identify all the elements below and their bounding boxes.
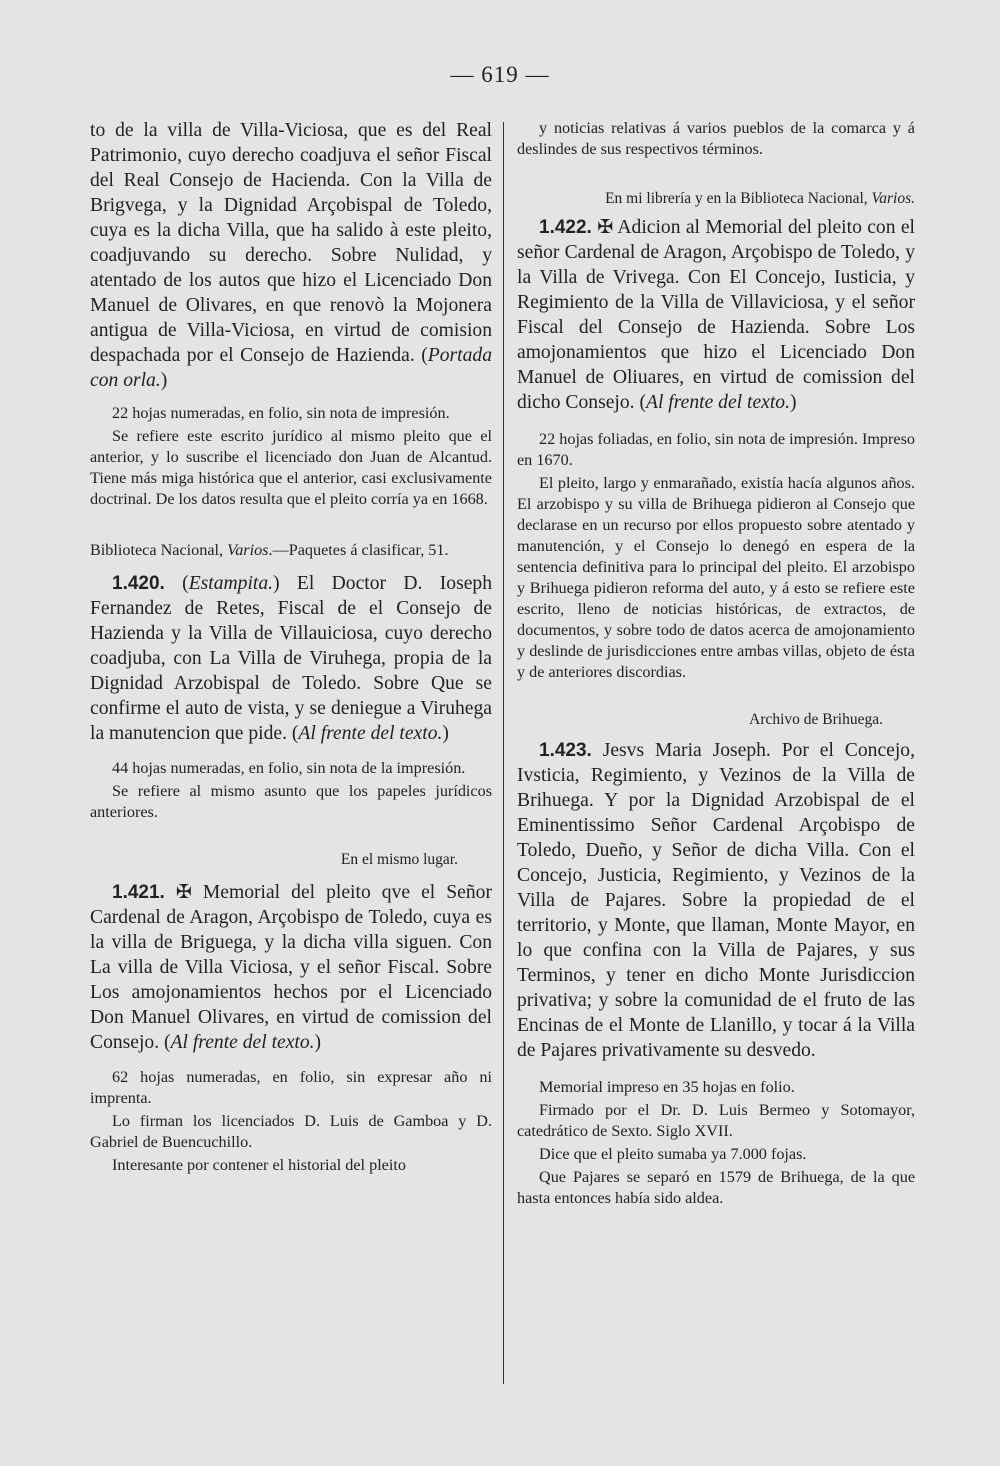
entry-1420-note-2: Se refiere al mismo asunto que los papeles jurídicos anteriores.	[90, 782, 492, 821]
entry-1419-note-1: 22 hojas numeradas, en folio, sin nota de impresión.	[112, 404, 450, 422]
entry-1423-note-1: Memorial impreso en 35 hojas en folio.	[539, 1078, 795, 1096]
entry-1419-continuation: to de la villa de Villa-Viciosa, que es del Real Patrimonio, cuyo derecho coadjuva el señor Fiscal del Real Consejo de Hacienda. Con la Villa de Brigvega, y la Dignidad Arçobispal de Toledo, cuya es la dicha Villa, que ha salido à este pleito, coadjuvando su derecho. Sobre Nulidad, y atentado de los autos que hizo el Licenciado Don Manuel de Olivares, en que renovò la Mojonera antigua de Villa-Viciosa, en virtud de comision despachada por el Consejo de Hazienda. (Portada con orla.)	[90, 120, 492, 391]
entry-1422-location: Archivo de Brihuega.	[749, 711, 883, 728]
entry-1420-note-1: 44 hojas numeradas, en folio, sin nota de la impresión.	[112, 759, 466, 777]
entry-1423-note-4: Que Pajares se separó en 1579 de Brihuega, de la que hasta entonces había sido aldea.	[517, 1168, 915, 1207]
entry-1423: 1.423. Jesvs Maria Joseph. Por el Concejo, Ivsticia, Regimiento, y Vezinos de la Villa de Brihuega. Y por la Dignidad Arzobispal de el Eminentissimo Señor Cardenal Arçobispo de Toledo, Dueño, y Señor de dicha Villa. Con el Concejo, Justicia, Regimiento, y Vezinos de la Villa de Pajares. Sobre la propiedad de el territorio, y Monte, que llaman, Monte Mayor, en lo que confina con la Villa de Pajares, y sus Terminos, y tener en dicho Monte Jurisdiccion privativa; y sobre la comunidad de el fruto de las Encinas de el Monte de Llanillo, y tocar á la Villa de Pajares privativamente su desvedo.	[517, 740, 915, 1061]
entry-1421-note-3: Interesante por contener el historial del pleito	[112, 1156, 406, 1174]
column-divider	[503, 122, 504, 1384]
entry-1423-note-3: Dice que el pleito sumaba ya 7.000 fojas.	[539, 1145, 807, 1163]
entry-1420: 1.420. (Estampita.) El Doctor D. Ioseph Fernandez de Retes, Fiscal de el Consejo de Hazienda y la Villa de Villauiciosa, cuyo derecho coadjuba, con La Villa de Viruhega, propia de la Dignidad Arzobispal de Toledo. Sobre Que se confirme el auto de vista, y se deniegue a Viruhega la manutencion que pide. (Al frente del texto.)	[90, 573, 492, 744]
right-column	[517, 118, 915, 1209]
entry-1421-note-continuation: y noticias relativas á varios pueblos de la comarca y á deslindes de sus respectivos términos.	[517, 119, 915, 158]
entry-number: 1.422.	[539, 217, 592, 238]
entry-number: 1.421.	[112, 882, 165, 903]
entry-1421-location: En mi librería y en la Biblioteca Nacional, Varios.	[605, 190, 915, 207]
left-column	[90, 118, 492, 1176]
entry-1421-note-1: 62 hojas numeradas, en folio, sin expresar año ni imprenta.	[90, 1068, 492, 1107]
entry-1419-note-2: Se refiere este escrito jurídico al mismo pleito que el anterior, y lo suscribe el licenciado don Juan de Alcantud. Tiene más miga histórica que el anterior, casi exclusivamente doctrinal. De los datos resulta que el pleito corría ya en 1668.	[90, 427, 492, 508]
entry-1421-note-2: Lo firman los licenciados D. Luis de Gamboa y D. Gabriel de Buencuchillo.	[90, 1112, 492, 1151]
entry-1422-note-1: 22 hojas foliadas, en folio, sin nota de impresión. Impreso en 1670.	[517, 430, 915, 469]
cross-icon: ✠	[175, 881, 192, 903]
entry-number: 1.420.	[112, 573, 165, 594]
entry-1423-note-2: Firmado por el Dr. D. Luis Bermeo y Sotomayor, catedrático de Sexto. Siglo XVII.	[517, 1101, 915, 1140]
entry-1422-note-2: El pleito, largo y enmarañado, existía hacía algunos años. El arzobispo y su villa de Brihuega pidieron al Consejo que declarase en un recurso por ellos propuesto sobre atentado y manutención, y el Consejo lo denegó en espera de la sentencia definitiva para lo principal del pleito. El arzobispo y Brihuega pidieron reforma del auto, y á esto se refiere este escrito, lleno de noticias históricas, de extractos, de documentos, y sobre todo de datos acerca de amojonamiento y deslinde de jurisdicciones entre ambas villas, objeto de ésta y de anteriores discordias.	[517, 474, 915, 681]
entry-1419-location: Biblioteca Nacional, Varios.—Paquetes á clasificar, 51.	[90, 541, 449, 559]
cross-icon: ✠	[597, 216, 614, 238]
entry-number: 1.423.	[539, 740, 592, 761]
entry-1420-location: En el mismo lugar.	[340, 851, 458, 868]
page-number: — 619 —	[450, 62, 550, 87]
entry-1422: 1.422. ✠ Adicion al Memorial del pleito con el señor Cardenal de Aragon, Arçobispo de Toledo, y la Villa de Vrivega. Con El Concejo, Iusticia, y Regimiento de la Villa de Villaviciosa, y el señor Fiscal del Consejo de Hazienda. Sobre Los amojonamientos que hizo el Licenciado Don Manuel de Oliuares, en virtud de comission del dicho Consejo. (Al frente del texto.)	[517, 216, 915, 413]
entry-1421: 1.421. ✠ Memorial del pleito qve el Señor Cardenal de Aragon, Arçobispo de Toledo, cuya es la villa de Briguega, y la dicha villa siguen. Con La villa de Villa Viciosa, y el señor Fiscal. Sobre Los amojonamientos hechos por el Licenciado Don Manuel Olivares, en virtud de comission del Consejo. (Al frente del texto.)	[90, 881, 492, 1053]
